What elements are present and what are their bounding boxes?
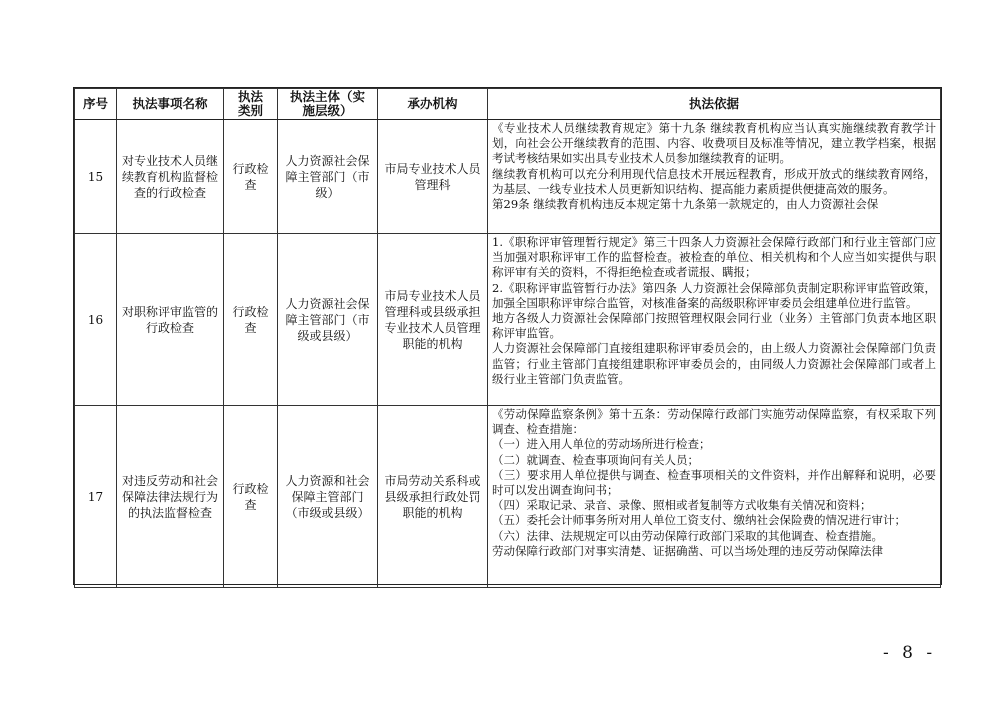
basis-paragraph: 2.《职称评审监管暂行办法》第四条 人力资源社会保障部负责制定职称评审监管政策，加强全国职称评审综合监管，对核准备案的高级职称评审委员会组建单位进行监管。 — [492, 280, 936, 310]
basis-paragraph: （六）法律、法规规定可以由劳动保障行政部门采取的其他调查、检查措施。 — [492, 528, 883, 543]
header-org: 承办机构 — [378, 89, 488, 120]
table-row — [75, 234, 941, 406]
basis-text — [492, 121, 936, 233]
row-subject: 人力资源社会保障主管部门（市级） — [278, 120, 378, 234]
basis-paragraph: 1.《职称评审管理暂行规定》第三十四条人力资源社会保障行政部门和行业主管部门应当加强对职称评审工作的监督检查。被检查的单位、相关机构和个人应当如实提供与职称评审有关的资料，不得拒绝检查或者谎报、瞒报； — [492, 235, 936, 280]
row-org: 市局劳动关系科或县级承担行政处罚职能的机构 — [378, 406, 488, 588]
row-item-name: 对专业技术人员继续教育机构监督检查的行政检查 — [117, 120, 224, 234]
row-type: 行政检查 — [224, 406, 278, 588]
row-basis — [488, 406, 941, 588]
table-row — [75, 120, 941, 234]
basis-text — [492, 407, 936, 587]
basis-paragraph: （四）采取记录、录音、录像、照相或者复制等方式收集有关情况和资料； — [492, 498, 872, 513]
row-basis — [488, 234, 941, 406]
row-basis — [488, 120, 941, 234]
basis-paragraph: （五）委托会计师事务所对用人单位工资支付、缴纳社会保险费的情况进行审计； — [492, 513, 906, 528]
row-org: 市局专业技术人员管理科或县级承担专业技术人员管理职能的机构 — [378, 234, 488, 406]
basis-paragraph: （一）进入用人单位的劳动场所进行检查； — [492, 437, 711, 452]
header-seq: 序号 — [75, 89, 117, 120]
row-item-name: 对违反劳动和社会保障法律法规行为的执法监督检查 — [117, 406, 224, 588]
basis-paragraph: 第29条 继续教育机构违反本规定第十九条第一款规定的，由人力资源社会保 — [492, 197, 879, 212]
table-row — [75, 406, 941, 588]
header-type — [224, 89, 278, 120]
basis-paragraph: 《专业技术人员继续教育规定》第十九条 继续教育机构应当认真实施继续教育教学计划，向社会公开继续教育的范围、内容、收费项目及标准等情况，建立教学档案，根据考试考核结果如实出具专业技术人员参加继续教育的证明。 — [492, 121, 936, 166]
row-seq: 15 — [75, 120, 117, 234]
header-subject-text: 执法主体（实施层级） — [289, 89, 365, 118]
row-item-name: 对职称评审监管的行政检查 — [117, 234, 224, 406]
basis-paragraph: 人力资源社会保障部门直接组建职称评审委员会的，由上级人力资源社会保障部门负责监管；行业主管部门直接组建职称评审委员会的，由同级人力资源社会保障部门或者上级行业主管部门负责监管。 — [492, 341, 936, 386]
row-type: 行政检查 — [224, 120, 278, 234]
row-seq: 17 — [75, 406, 117, 588]
row-subject: 人力资源社会保障主管部门（市级或县级） — [278, 234, 378, 406]
enforcement-table — [73, 87, 942, 585]
row-type: 行政检查 — [224, 234, 278, 406]
header-type-text: 执法类别 — [237, 89, 263, 118]
row-org: 市局专业技术人员管理科 — [378, 120, 488, 234]
basis-paragraph: 劳动保障行政部门对事实清楚、证据确凿、可以当场处理的违反劳动保障法律 — [492, 543, 883, 558]
basis-paragraph: 《劳动保障监察条例》第十五条：劳动保障行政部门实施劳动保障监察，有权采取下列调查、检查措施： — [492, 407, 936, 437]
header-subject — [278, 89, 378, 120]
basis-paragraph: （二）就调查、检查事项询问有关人员； — [492, 452, 699, 467]
row-seq: 16 — [75, 234, 117, 406]
row-subject: 人力资源和社会保障主管部门（市级或县级） — [278, 406, 378, 588]
header-basis: 执法依据 — [488, 89, 941, 120]
basis-paragraph: 地方各级人力资源社会保障部门按照管理权限会同行业（业务）主管部门负责本地区职称评审监管。 — [492, 311, 936, 341]
header-item-name: 执法事项名称 — [117, 89, 224, 120]
basis-text — [492, 235, 936, 405]
page-number: - 8 - — [883, 643, 937, 663]
basis-paragraph: （三）要求用人单位提供与调查、检查事项相关的文件资料，并作出解释和说明，必要时可以发出调查询问书； — [492, 467, 936, 498]
table-header-row — [75, 89, 941, 120]
basis-paragraph: 继续教育机构可以充分利用现代信息技术开展远程教育，形成开放式的继续教育网络，为基层、一线专业技术人员更新知识结构、提高能力素质提供便捷高效的服务。 — [492, 166, 936, 196]
